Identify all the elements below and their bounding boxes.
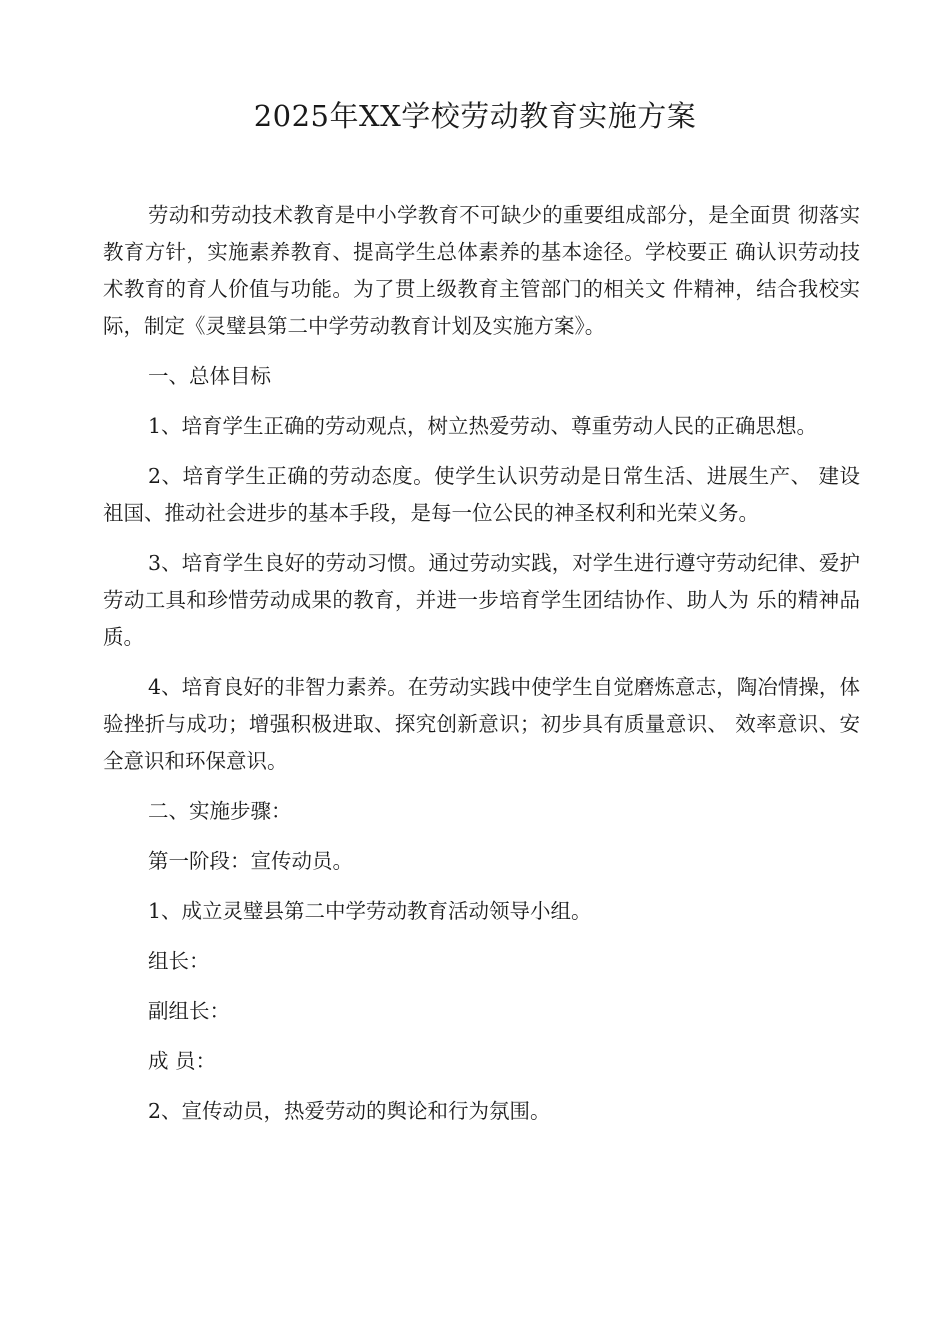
document-body <box>103 197 860 1130</box>
members-line: 成 员： <box>148 1049 217 1073</box>
leader-line: 组长： <box>148 949 210 973</box>
step-item-1: 1、成立灵璧县第二中学劳动教育活动领导小组。 <box>148 899 592 923</box>
goal-item-2: 2、培育学生正确的劳动态度。使学生认识劳动是日常生活、进展生产、 建设祖国、推动社会进步的基本手段，是每一位公民的神圣权利和光荣义务。 <box>103 464 860 525</box>
goal-item-4: 4、培育良好的非智力素养。在劳动实践中使学生自觉磨炼意志，陶冶情操，体验挫折与成功；增强积极进取、探究创新意识；初步具有质量意识、 效率意识、安全意识和环保意识。 <box>103 675 860 773</box>
stage-one-heading: 第一阶段：宣传动员。 <box>148 849 353 873</box>
goal-item-3: 3、培育学生良好的劳动习惯。通过劳动实践，对学生进行遵守劳动纪律、爱护劳动工具和珍惜劳动成果的教育，并进一步培育学生团结协作、助人为 乐的精神品质。 <box>103 551 860 649</box>
goal-item-1: 1、培育学生正确的劳动观点，树立热爱劳动、尊重劳动人民的正确思想。 <box>148 414 818 438</box>
document-title: 2025年XX学校劳动教育实施方案 <box>253 99 697 133</box>
step-item-2: 2、宣传动员，热爱劳动的舆论和行为氛围。 <box>148 1099 551 1123</box>
section-heading-steps: 二、实施步骤： <box>148 799 292 823</box>
intro-paragraph: 劳动和劳动技术教育是中小学教育不可缺少的重要组成部分，是全面贯 彻落实教育方针，实施素养教育、提高学生总体素养的基本途径。学校要正 确认识劳动技术教育的育人价值与功能。为了贯上级教育主管部门的相关文 件精神，结合我校实际，制定《灵璧县第二中学劳动教育计划及实施方案》。 <box>103 203 860 338</box>
deputy-leader-line: 副组长： <box>148 999 230 1023</box>
section-heading-goals: 一、总体目标 <box>148 364 271 388</box>
